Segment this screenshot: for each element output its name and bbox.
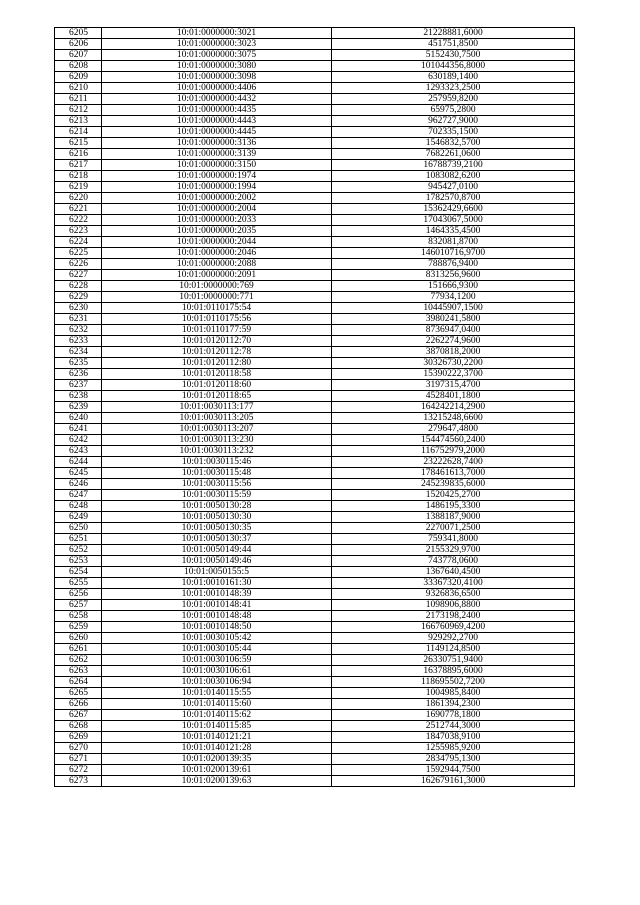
data-table	[54, 27, 575, 787]
row-number-cell: 6267	[55, 710, 102, 721]
table-row	[55, 28, 575, 39]
row-number-cell: 6266	[55, 699, 102, 710]
value-cell: 1388187,9000	[332, 512, 575, 523]
table-row	[55, 710, 575, 721]
cadastral-number-cell: 10:01:0120118:65	[102, 391, 332, 402]
row-number-cell: 6265	[55, 688, 102, 699]
row-number-cell: 6218	[55, 171, 102, 182]
value-cell: 245239835,6000	[332, 479, 575, 490]
value-cell: 7682261,0600	[332, 149, 575, 160]
row-number-cell: 6244	[55, 457, 102, 468]
cadastral-number-cell: 10:01:0050130:30	[102, 512, 332, 523]
row-number-cell: 6248	[55, 501, 102, 512]
table-row	[55, 50, 575, 61]
cadastral-number-cell: 10:01:0120112:78	[102, 347, 332, 358]
table-row	[55, 622, 575, 633]
table-row	[55, 468, 575, 479]
cadastral-number-cell: 10:01:0140115:85	[102, 721, 332, 732]
table-row	[55, 314, 575, 325]
table-row	[55, 193, 575, 204]
value-cell: 26330751,9400	[332, 655, 575, 666]
table-row	[55, 776, 575, 787]
value-cell: 101044356,8000	[332, 61, 575, 72]
row-number-cell: 6263	[55, 666, 102, 677]
cadastral-number-cell: 10:01:0010148:48	[102, 611, 332, 622]
row-number-cell: 6224	[55, 237, 102, 248]
cadastral-number-cell: 10:01:0000000:3136	[102, 138, 332, 149]
cadastral-number-cell: 10:01:0030113:205	[102, 413, 332, 424]
cadastral-number-cell: 10:01:0030113:177	[102, 402, 332, 413]
cadastral-number-cell: 10:01:0030105:42	[102, 633, 332, 644]
row-number-cell: 6233	[55, 336, 102, 347]
row-number-cell: 6219	[55, 182, 102, 193]
row-number-cell: 6236	[55, 369, 102, 380]
table-row	[55, 413, 575, 424]
row-number-cell: 6253	[55, 556, 102, 567]
table-row	[55, 39, 575, 50]
cadastral-number-cell: 10:01:0000000:3150	[102, 160, 332, 171]
value-cell: 1486195,3300	[332, 501, 575, 512]
value-cell: 1861394,2300	[332, 699, 575, 710]
row-number-cell: 6211	[55, 94, 102, 105]
table-row	[55, 424, 575, 435]
table-row	[55, 523, 575, 534]
cadastral-number-cell: 10:01:0030113:230	[102, 435, 332, 446]
row-number-cell: 6227	[55, 270, 102, 281]
table-row	[55, 204, 575, 215]
value-cell: 33367320,4100	[332, 578, 575, 589]
table-row	[55, 83, 575, 94]
value-cell: 8736947,0400	[332, 325, 575, 336]
row-number-cell: 6217	[55, 160, 102, 171]
row-number-cell: 6241	[55, 424, 102, 435]
value-cell: 10445907,1500	[332, 303, 575, 314]
value-cell: 65975,2800	[332, 105, 575, 116]
table-row	[55, 127, 575, 138]
row-number-cell: 6216	[55, 149, 102, 160]
table-row	[55, 292, 575, 303]
table-row	[55, 655, 575, 666]
row-number-cell: 6238	[55, 391, 102, 402]
cadastral-number-cell: 10:01:0000000:2091	[102, 270, 332, 281]
row-number-cell: 6271	[55, 754, 102, 765]
cadastral-number-cell: 10:01:0000000:4445	[102, 127, 332, 138]
value-cell: 630189,1400	[332, 72, 575, 83]
value-cell: 1464335,4500	[332, 226, 575, 237]
cadastral-number-cell: 10:01:0000000:3098	[102, 72, 332, 83]
table-row	[55, 699, 575, 710]
table-row	[55, 138, 575, 149]
cadastral-number-cell: 10:01:0000000:2046	[102, 248, 332, 259]
row-number-cell: 6239	[55, 402, 102, 413]
row-number-cell: 6237	[55, 380, 102, 391]
value-cell: 1098906,8800	[332, 600, 575, 611]
row-number-cell: 6269	[55, 732, 102, 743]
value-cell: 1083082,6200	[332, 171, 575, 182]
table-body	[55, 28, 575, 787]
row-number-cell: 6208	[55, 61, 102, 72]
row-number-cell: 6258	[55, 611, 102, 622]
cadastral-number-cell: 10:01:0000000:3139	[102, 149, 332, 160]
cadastral-number-cell: 10:01:0030106:61	[102, 666, 332, 677]
value-cell: 118695502,7200	[332, 677, 575, 688]
cadastral-number-cell: 10:01:0110175:54	[102, 303, 332, 314]
row-number-cell: 6249	[55, 512, 102, 523]
value-cell: 279647,4800	[332, 424, 575, 435]
value-cell: 15362429,6600	[332, 204, 575, 215]
row-number-cell: 6259	[55, 622, 102, 633]
row-number-cell: 6220	[55, 193, 102, 204]
table-row	[55, 732, 575, 743]
row-number-cell: 6230	[55, 303, 102, 314]
table-row	[55, 556, 575, 567]
value-cell: 929292,2700	[332, 633, 575, 644]
table-row	[55, 457, 575, 468]
value-cell: 16378895,6000	[332, 666, 575, 677]
row-number-cell: 6251	[55, 534, 102, 545]
cadastral-number-cell: 10:01:0010148:41	[102, 600, 332, 611]
table-row	[55, 171, 575, 182]
row-number-cell: 6242	[55, 435, 102, 446]
cadastral-number-cell: 10:01:0050149:44	[102, 545, 332, 556]
value-cell: 13215248,6600	[332, 413, 575, 424]
table-row	[55, 743, 575, 754]
table-row	[55, 347, 575, 358]
value-cell: 702335,1500	[332, 127, 575, 138]
cadastral-number-cell: 10:01:0010148:50	[102, 622, 332, 633]
cadastral-number-cell: 10:01:0030115:46	[102, 457, 332, 468]
row-number-cell: 6256	[55, 589, 102, 600]
value-cell: 1847038,9100	[332, 732, 575, 743]
value-cell: 9326836,6500	[332, 589, 575, 600]
cadastral-number-cell: 10:01:0000000:2035	[102, 226, 332, 237]
table-row	[55, 435, 575, 446]
cadastral-number-cell: 10:01:0000000:4406	[102, 83, 332, 94]
row-number-cell: 6222	[55, 215, 102, 226]
value-cell: 162679161,3000	[332, 776, 575, 787]
cadastral-number-cell: 10:01:0200139:63	[102, 776, 332, 787]
value-cell: 16788739,2100	[332, 160, 575, 171]
cadastral-number-cell: 10:01:0120118:60	[102, 380, 332, 391]
cadastral-number-cell: 10:01:0030106:94	[102, 677, 332, 688]
row-number-cell: 6223	[55, 226, 102, 237]
value-cell: 116752979,2000	[332, 446, 575, 457]
table-row	[55, 72, 575, 83]
row-number-cell: 6254	[55, 567, 102, 578]
table-row	[55, 545, 575, 556]
value-cell: 178461613,7000	[332, 468, 575, 479]
row-number-cell: 6252	[55, 545, 102, 556]
value-cell: 1520425,2700	[332, 490, 575, 501]
value-cell: 77934,1200	[332, 292, 575, 303]
table-row	[55, 215, 575, 226]
cadastral-number-cell: 10:01:0120112:70	[102, 336, 332, 347]
table-row	[55, 754, 575, 765]
table-row	[55, 402, 575, 413]
value-cell: 1592944,7500	[332, 765, 575, 776]
table-row	[55, 589, 575, 600]
row-number-cell: 6205	[55, 28, 102, 39]
row-number-cell: 6226	[55, 259, 102, 270]
value-cell: 2262274,9600	[332, 336, 575, 347]
cadastral-number-cell: 10:01:0200139:35	[102, 754, 332, 765]
row-number-cell: 6245	[55, 468, 102, 479]
row-number-cell: 6235	[55, 358, 102, 369]
cadastral-number-cell: 10:01:0000000:771	[102, 292, 332, 303]
row-number-cell: 6221	[55, 204, 102, 215]
row-number-cell: 6209	[55, 72, 102, 83]
table-row	[55, 688, 575, 699]
value-cell: 3870818,2000	[332, 347, 575, 358]
row-number-cell: 6260	[55, 633, 102, 644]
row-number-cell: 6247	[55, 490, 102, 501]
table-row	[55, 490, 575, 501]
row-number-cell: 6268	[55, 721, 102, 732]
value-cell: 30326730,2200	[332, 358, 575, 369]
table-row	[55, 534, 575, 545]
table-row	[55, 578, 575, 589]
cadastral-number-cell: 10:01:0120112:80	[102, 358, 332, 369]
row-number-cell: 6273	[55, 776, 102, 787]
cadastral-number-cell: 10:01:0010161:30	[102, 578, 332, 589]
cadastral-number-cell: 10:01:0000000:4443	[102, 116, 332, 127]
cadastral-number-cell: 10:01:0050130:28	[102, 501, 332, 512]
value-cell: 832081,8700	[332, 237, 575, 248]
row-number-cell: 6262	[55, 655, 102, 666]
cadastral-number-cell: 10:01:0000000:2088	[102, 259, 332, 270]
row-number-cell: 6212	[55, 105, 102, 116]
cadastral-number-cell: 10:01:0030106:59	[102, 655, 332, 666]
value-cell: 1546832,5700	[332, 138, 575, 149]
cadastral-number-cell: 10:01:0000000:3023	[102, 39, 332, 50]
table-row	[55, 270, 575, 281]
row-number-cell: 6215	[55, 138, 102, 149]
value-cell: 743778,0600	[332, 556, 575, 567]
row-number-cell: 6214	[55, 127, 102, 138]
cadastral-number-cell: 10:01:0000000:3080	[102, 61, 332, 72]
row-number-cell: 6228	[55, 281, 102, 292]
cadastral-number-cell: 10:01:0110177:59	[102, 325, 332, 336]
row-number-cell: 6250	[55, 523, 102, 534]
cadastral-number-cell: 10:01:0000000:3075	[102, 50, 332, 61]
cadastral-number-cell: 10:01:0120118:58	[102, 369, 332, 380]
cadastral-number-cell: 10:01:0030115:59	[102, 490, 332, 501]
table-row	[55, 237, 575, 248]
table-row	[55, 358, 575, 369]
table-row	[55, 259, 575, 270]
value-cell: 1149124,8500	[332, 644, 575, 655]
value-cell: 788876,9400	[332, 259, 575, 270]
cadastral-number-cell: 10:01:0050155:5	[102, 567, 332, 578]
value-cell: 151666,9300	[332, 281, 575, 292]
value-cell: 759341,8000	[332, 534, 575, 545]
cadastral-number-cell: 10:01:0000000:1994	[102, 182, 332, 193]
row-number-cell: 6213	[55, 116, 102, 127]
cadastral-number-cell: 10:01:0110175:56	[102, 314, 332, 325]
value-cell: 166760969,4200	[332, 622, 575, 633]
table-row	[55, 446, 575, 457]
table-row	[55, 391, 575, 402]
table-row	[55, 248, 575, 259]
table-row	[55, 512, 575, 523]
table-row	[55, 567, 575, 578]
row-number-cell: 6264	[55, 677, 102, 688]
row-number-cell: 6243	[55, 446, 102, 457]
cadastral-number-cell: 10:01:0030115:56	[102, 479, 332, 490]
value-cell: 1782570,8700	[332, 193, 575, 204]
cadastral-number-cell: 10:01:0000000:4435	[102, 105, 332, 116]
cadastral-number-cell: 10:01:0140121:21	[102, 732, 332, 743]
cadastral-number-cell: 10:01:0000000:4432	[102, 94, 332, 105]
cadastral-number-cell: 10:01:0030113:232	[102, 446, 332, 457]
table-row	[55, 149, 575, 160]
table-row	[55, 611, 575, 622]
row-number-cell: 6231	[55, 314, 102, 325]
table-row	[55, 160, 575, 171]
table-row	[55, 369, 575, 380]
cadastral-number-cell: 10:01:0010148:39	[102, 589, 332, 600]
value-cell: 962727,9000	[332, 116, 575, 127]
table-row	[55, 61, 575, 72]
cadastral-number-cell: 10:01:0000000:2004	[102, 204, 332, 215]
row-number-cell: 6257	[55, 600, 102, 611]
table-row	[55, 479, 575, 490]
table-row	[55, 281, 575, 292]
row-number-cell: 6261	[55, 644, 102, 655]
value-cell: 15390222,3700	[332, 369, 575, 380]
cadastral-number-cell: 10:01:0200139:61	[102, 765, 332, 776]
row-number-cell: 6225	[55, 248, 102, 259]
table-row	[55, 94, 575, 105]
table-row	[55, 677, 575, 688]
cadastral-number-cell: 10:01:0140121:28	[102, 743, 332, 754]
value-cell: 154474560,2400	[332, 435, 575, 446]
cadastral-number-cell: 10:01:0140115:55	[102, 688, 332, 699]
value-cell: 23222628,7400	[332, 457, 575, 468]
table-row	[55, 105, 575, 116]
table-row	[55, 721, 575, 732]
cadastral-number-cell: 10:01:0000000:3021	[102, 28, 332, 39]
row-number-cell: 6207	[55, 50, 102, 61]
value-cell: 1690778,1800	[332, 710, 575, 721]
value-cell: 1293323,2500	[332, 83, 575, 94]
table-row	[55, 325, 575, 336]
value-cell: 2155329,9700	[332, 545, 575, 556]
cadastral-number-cell: 10:01:0000000:769	[102, 281, 332, 292]
row-number-cell: 6270	[55, 743, 102, 754]
table-row	[55, 182, 575, 193]
value-cell: 21228881,6000	[332, 28, 575, 39]
table-row	[55, 765, 575, 776]
value-cell: 1004985,8400	[332, 688, 575, 699]
table-row	[55, 600, 575, 611]
row-number-cell: 6240	[55, 413, 102, 424]
value-cell: 945427,0100	[332, 182, 575, 193]
table-row	[55, 226, 575, 237]
cadastral-number-cell: 10:01:0000000:2002	[102, 193, 332, 204]
row-number-cell: 6272	[55, 765, 102, 776]
value-cell: 4528401,1800	[332, 391, 575, 402]
cadastral-number-cell: 10:01:0050130:37	[102, 534, 332, 545]
value-cell: 3197315,4700	[332, 380, 575, 391]
cadastral-number-cell: 10:01:0000000:1974	[102, 171, 332, 182]
row-number-cell: 6234	[55, 347, 102, 358]
row-number-cell: 6246	[55, 479, 102, 490]
row-number-cell: 6210	[55, 83, 102, 94]
cadastral-number-cell: 10:01:0000000:2033	[102, 215, 332, 226]
row-number-cell: 6206	[55, 39, 102, 50]
value-cell: 146010716,9700	[332, 248, 575, 259]
cadastral-number-cell: 10:01:0050149:46	[102, 556, 332, 567]
row-number-cell: 6229	[55, 292, 102, 303]
value-cell: 1255985,9200	[332, 743, 575, 754]
table-row	[55, 633, 575, 644]
value-cell: 451751,8500	[332, 39, 575, 50]
value-cell: 17043067,5000	[332, 215, 575, 226]
row-number-cell: 6255	[55, 578, 102, 589]
value-cell: 164242214,2900	[332, 402, 575, 413]
value-cell: 2512744,3000	[332, 721, 575, 732]
table-row	[55, 303, 575, 314]
value-cell: 2834795,1300	[332, 754, 575, 765]
value-cell: 257959,8200	[332, 94, 575, 105]
cadastral-number-cell: 10:01:0000000:2044	[102, 237, 332, 248]
value-cell: 3980241,5800	[332, 314, 575, 325]
table-row	[55, 666, 575, 677]
table-row	[55, 644, 575, 655]
cadastral-number-cell: 10:01:0140115:60	[102, 699, 332, 710]
row-number-cell: 6232	[55, 325, 102, 336]
cadastral-number-cell: 10:01:0140115:62	[102, 710, 332, 721]
value-cell: 8313256,9600	[332, 270, 575, 281]
cadastral-number-cell: 10:01:0030105:44	[102, 644, 332, 655]
cadastral-number-cell: 10:01:0030115:48	[102, 468, 332, 479]
table-row	[55, 336, 575, 347]
cadastral-number-cell: 10:01:0030113:207	[102, 424, 332, 435]
table-row	[55, 116, 575, 127]
cadastral-number-cell: 10:01:0050130:35	[102, 523, 332, 534]
value-cell: 2173198,2400	[332, 611, 575, 622]
value-cell: 5152430,7500	[332, 50, 575, 61]
value-cell: 1367640,4500	[332, 567, 575, 578]
value-cell: 2270071,2500	[332, 523, 575, 534]
table-row	[55, 501, 575, 512]
table-row	[55, 380, 575, 391]
